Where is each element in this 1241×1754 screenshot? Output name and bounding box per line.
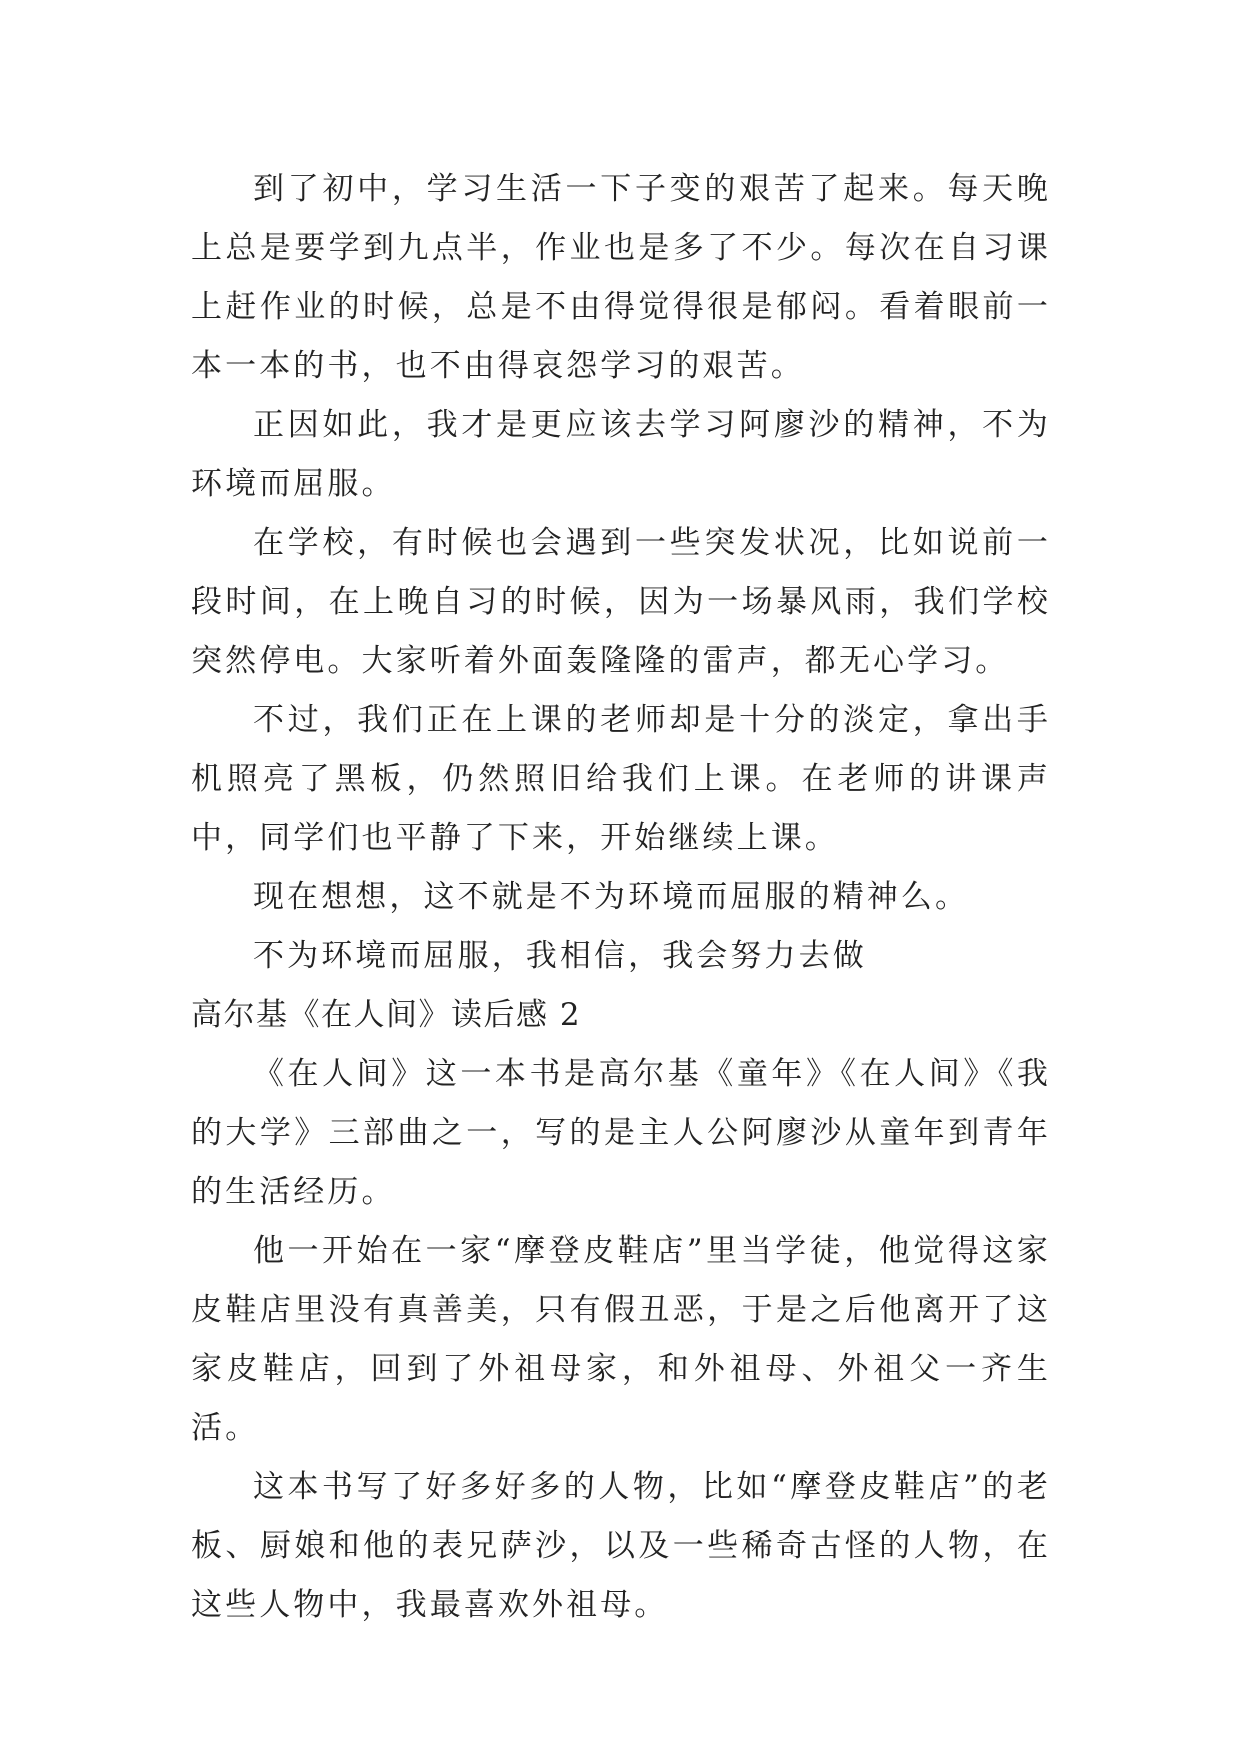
paragraph: 这本书写了好多好多的人物，比如“摩登皮鞋店”的老板、厨娘和他的表兄萨沙，以及一些稀奇古怪的人物，在这些人物中，我最喜欢外祖母。 — [191, 1469, 1051, 1623]
paragraph: 不为环境而屈服，我相信，我会努力去做 — [253, 938, 867, 974]
paragraph: 不过，我们正在上课的老师却是十分的淡定，拿出手机照亮了黑板，仍然照旧给我们上课。在老师的讲课声中，同学们也平静了下来，开始继续上课。 — [191, 702, 1051, 856]
paragraph: 正因如此，我才是更应该去学习阿廖沙的精神，不为环境而屈服。 — [191, 407, 1051, 502]
document-body — [191, 160, 1051, 1635]
paragraph: 他一开始在一家“摩登皮鞋店”里当学徒，他觉得这家皮鞋店里没有真善美，只有假丑恶，于是之后他离开了这家皮鞋店，回到了外祖母家，和外祖母、外祖父一齐生活。 — [191, 1233, 1051, 1446]
paragraph: 现在想想，这不就是不为环境而屈服的精神么。 — [253, 879, 970, 915]
paragraph: 《在人间》这一本书是高尔基《童年》《在人间》《我的大学》三部曲之一，写的是主人公阿廖沙从童年到青年的生活经历。 — [191, 1056, 1051, 1210]
paragraph: 到了初中，学习生活一下子变的艰苦了起来。每天晚上总是要学到九点半，作业也是多了不少。每次在自习课上赶作业的时候，总是不由得觉得很是郁闷。看着眼前一本一本的书，也不由得哀怨学习的艰苦。 — [191, 171, 1051, 384]
section-heading: 高尔基《在人间》读后感 2 — [191, 997, 582, 1033]
paragraph: 在学校，有时候也会遇到一些突发状况，比如说前一段时间，在上晚自习的时候，因为一场暴风雨，我们学校突然停电。大家听着外面轰隆隆的雷声，都无心学习。 — [191, 525, 1051, 679]
